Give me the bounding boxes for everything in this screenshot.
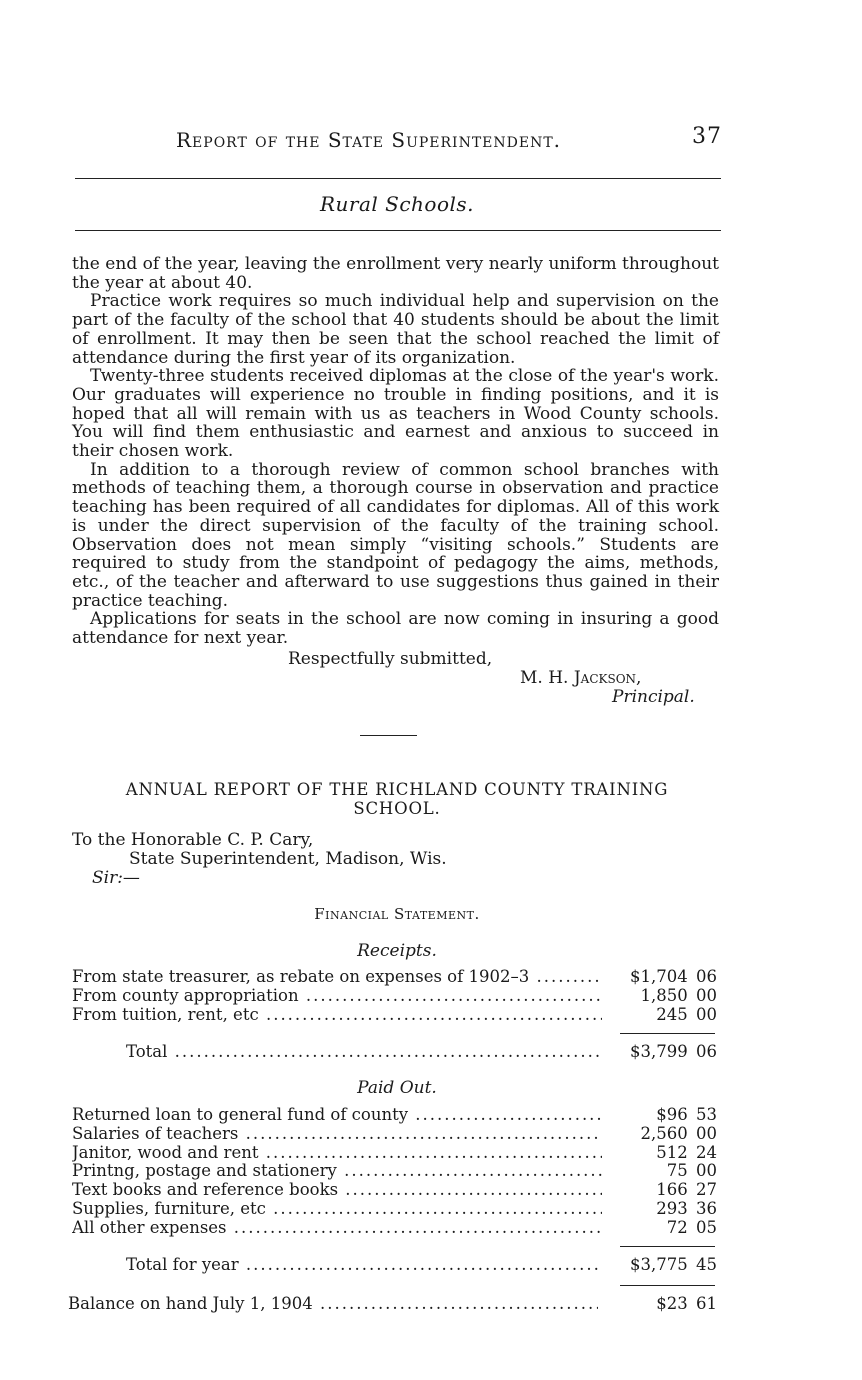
paid-out-row — [72, 1144, 722, 1163]
paid-out-amount: $96 53 — [656, 1105, 717, 1124]
paid-out-label: All other expenses ..... — [72, 1219, 602, 1238]
receipts-total-list — [72, 1043, 722, 1062]
paid-out-sum-rule — [620, 1246, 715, 1247]
running-header-title: Report of the State Superintendent. — [176, 128, 562, 152]
receipt-amount: 245 00 — [656, 1004, 717, 1024]
paid-out-label: Janitor, wood and rent ..... — [72, 1144, 602, 1163]
paid-out-amount: 2,560 00 — [640, 1123, 717, 1143]
paid-out-row — [72, 1162, 722, 1181]
header-rule-bottom — [75, 230, 721, 231]
report-heading-line: ANNUAL REPORT OF THE RICHLAND COUNTY TRAINING — [125, 780, 669, 799]
receipt-label: From state treasurer, as rebate on expenses of 1902–3 ..... — [72, 968, 602, 987]
salutation: Sir:— — [92, 868, 140, 888]
receipt-row — [72, 968, 722, 987]
paid-out-total-amount: $3,775 45 — [630, 1255, 717, 1274]
balance-row — [68, 1295, 718, 1314]
receipt-amount: $1,704 06 — [630, 967, 717, 986]
running-header — [72, 124, 722, 158]
paragraph: the end of the year, leaving the enrollment very nearly uniform throughout the year at about 40. — [72, 254, 719, 293]
paragraph: In addition to a thorough review of common school branches with methods of teaching them, a thorough course in observation and practice teaching has been required of all candidates for diplomas. All of this work is under the direct supervision of the faculty of the training school. Observation does not mean simply “visiting schools.” Students are required to study from the standpoint of pedagogy the aims, methods, etc., of the teacher and afterward to use suggestions thus gained in their practice teaching. — [72, 459, 719, 611]
balance-list — [68, 1295, 718, 1314]
valediction: Respectfully submitted, — [288, 649, 493, 669]
receipt-row — [72, 1006, 722, 1025]
receipts-total-amount: $3,799 06 — [630, 1042, 717, 1061]
paid-out-label: Salaries of teachers ..... — [72, 1125, 602, 1144]
page-number: 37 — [692, 124, 722, 149]
signer-title: Principal. — [612, 687, 695, 707]
report-heading-line: SCHOOL. — [353, 799, 441, 818]
section-divider — [360, 735, 417, 736]
body-text — [72, 255, 719, 648]
paragraph: Practice work requires so much individual help and supervision on the part of the faculty of the school that 40 students should be about the limit of enrollment. It may then be seen that the school reached the limit of attendance during the first year of its organization. — [72, 291, 719, 368]
paragraph: Twenty-three students received diplomas at the close of the year's work. Our graduates will experience no trouble in finding positions, and it is hoped that all will remain with us as teachers in Wood County schools. You will find them enthusiastic and earnest and anxious to succeed in their chosen work. — [72, 366, 719, 462]
receipts-total-row — [72, 1043, 722, 1062]
receipt-row — [72, 987, 722, 1006]
paid-out-title: Paid Out. — [357, 1078, 437, 1098]
paid-out-row — [72, 1219, 722, 1238]
paid-out-list — [72, 1106, 722, 1238]
addressee: To the Honorable C. P. Cary, — [72, 830, 314, 850]
paragraph: Applications for seats in the school are now coming in insuring a good attendance for next year. — [72, 609, 719, 649]
total-sum-rule — [620, 1285, 715, 1286]
receipts-title: Receipts. — [357, 941, 437, 961]
receipt-amount: 1,850 00 — [640, 985, 717, 1005]
paid-out-row — [72, 1106, 722, 1125]
paid-out-total-row — [72, 1256, 722, 1275]
paid-out-label: Text books and reference books ..... — [72, 1181, 602, 1200]
balance-amount: $23 61 — [656, 1294, 717, 1313]
paid-out-amount: 166 27 — [656, 1180, 717, 1200]
financial-statement-title: Financial Statement. — [314, 905, 480, 923]
paid-out-label: Printng, postage and stationery ..... — [72, 1162, 602, 1181]
paid-out-amount: 72 05 — [666, 1217, 717, 1237]
paid-out-row — [72, 1181, 722, 1200]
paid-out-row — [72, 1200, 722, 1219]
paid-out-amount: 75 00 — [666, 1161, 717, 1181]
receipts-total-label: Total ..... — [126, 1043, 602, 1062]
receipt-label: From county appropriation ..... — [72, 987, 602, 1006]
paid-out-label: Returned loan to general fund of county ..... — [72, 1106, 602, 1125]
paid-out-amount: 293 36 — [656, 1198, 717, 1218]
report-heading — [72, 780, 722, 818]
addressee-title: State Superintendent, Madison, Wis. — [129, 849, 447, 869]
paid-out-row — [72, 1125, 722, 1144]
section-title: Rural Schools. — [319, 192, 475, 216]
balance-label: Balance on hand July 1, 1904 ..... — [68, 1295, 598, 1314]
header-rule-top — [75, 178, 721, 179]
receipts-sum-rule — [620, 1033, 715, 1034]
receipts-list — [72, 968, 722, 1024]
paid-out-label: Supplies, furniture, etc ..... — [72, 1200, 602, 1219]
paid-out-amount: 512 24 — [656, 1142, 717, 1162]
paid-out-total-label: Total for year ..... — [126, 1256, 602, 1275]
receipt-label: From tuition, rent, etc ..... — [72, 1006, 602, 1025]
signer-name: M. H. Jackson, — [520, 668, 642, 688]
paid-out-total-list — [72, 1256, 722, 1275]
